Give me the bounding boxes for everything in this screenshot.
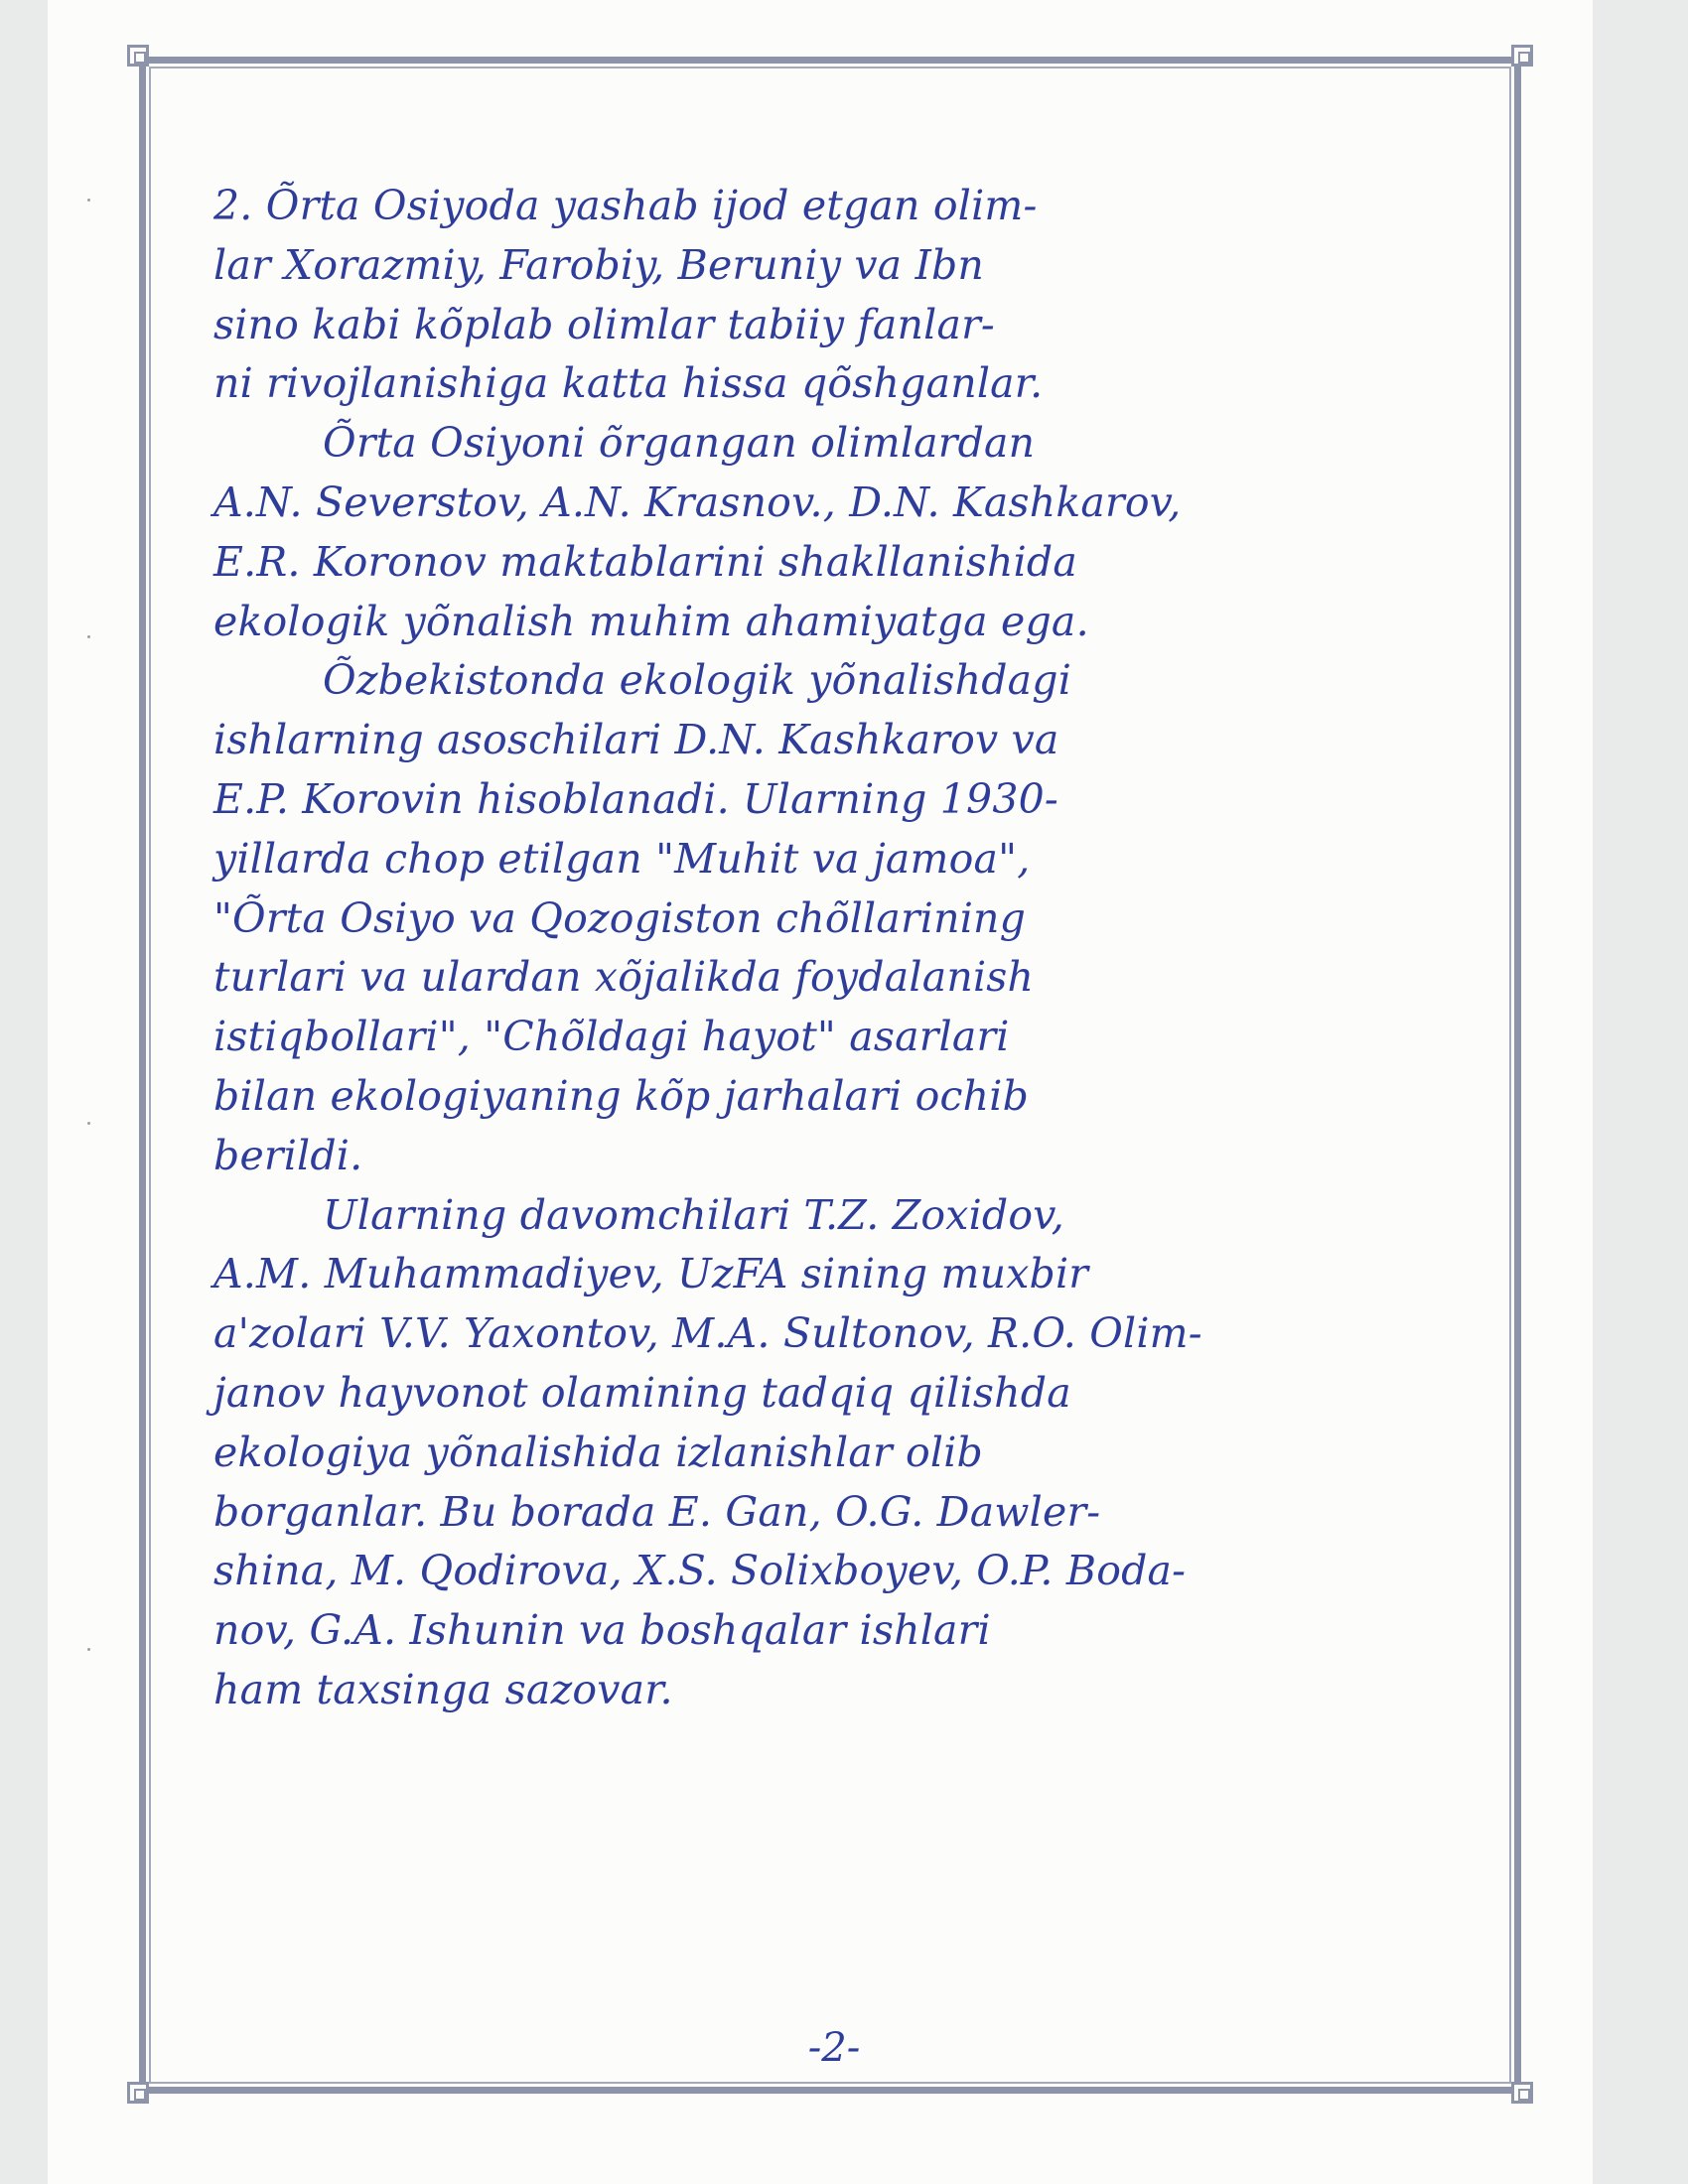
text-line: E.R. Koronov maktablarini shakllanishida bbox=[213, 537, 1078, 586]
text-line: "Õrta Osiyo va Qozogiston chõllarining bbox=[213, 893, 1027, 942]
text-line: nov, G.A. Ishunin va boshqalar ishlari bbox=[213, 1606, 991, 1655]
page-number: -2- bbox=[807, 2025, 861, 2071]
text-line: Ularning davomchilari T.Z. Zoxidov, bbox=[323, 1190, 1064, 1239]
text-line: yillarda chop etilgan "Muhit va jamoa", bbox=[213, 834, 1031, 883]
text-line: turlari va ulardan xõjalikda foydalanish bbox=[213, 953, 1035, 1002]
text-line: ishlarning asoschilari D.N. Kashkarov va bbox=[213, 716, 1059, 764]
text-line: 2. Õrta Osiyoda yashab ijod etgan olim- bbox=[213, 182, 1038, 229]
text-line: E.P. Korovin hisoblanadi. Ularning 1930- bbox=[213, 774, 1058, 823]
text-line: ekologiya yõnalishida izlanishlar olib bbox=[213, 1428, 983, 1476]
text-line: ekologik yõnalish muhim ahamiyatga ega. bbox=[213, 597, 1089, 645]
scan-mark bbox=[87, 1122, 90, 1125]
text-line: lar Xorazmiy, Farobiy, Beruniy va Ibn bbox=[213, 240, 985, 289]
border-corner-ornament bbox=[1511, 2082, 1533, 2104]
text-line: Õrta Osiyoni õrgangan olimlardan bbox=[323, 419, 1036, 468]
text-line: borganlar. Bu borada E. Gan, O.G. Dawler- bbox=[213, 1487, 1101, 1536]
border-corner-ornament bbox=[1511, 45, 1533, 67]
text-line: janov hayvonot olamining tadqiq qilishda bbox=[213, 1368, 1071, 1417]
scan-mark bbox=[87, 199, 90, 202]
text-line: ni rivojlanishiga katta hissa qõshganlar. bbox=[213, 359, 1044, 408]
handwritten-text bbox=[213, 177, 1489, 1720]
text-line: bilan ekologiyaning kõp jarhalari ochib bbox=[213, 1071, 1030, 1120]
border-corner-ornament bbox=[127, 2082, 149, 2104]
text-line: berildi. bbox=[213, 1131, 363, 1179]
border-corner-ornament bbox=[127, 45, 149, 67]
scan-mark bbox=[87, 635, 90, 638]
text-line: ham taxsinga sazovar. bbox=[213, 1665, 673, 1713]
text-line: A.M. Muhammadiyev, UzFA sining muxbir bbox=[213, 1250, 1089, 1298]
text-line: shina, M. Qodirova, X.S. Solixboyev, O.P. Boda- bbox=[213, 1547, 1187, 1595]
text-line: a'zolari V.V. Yaxontov, M.A. Sultonov, R.O. Olim- bbox=[213, 1309, 1202, 1358]
text-line: istiqbollari", "Chõldagi hayot" asarlari bbox=[213, 1013, 1010, 1061]
scan-mark bbox=[87, 1648, 90, 1651]
text-line: sino kabi kõplab olimlar tabiiy fanlar- bbox=[213, 300, 995, 348]
text-line: Õzbekistonda ekologik yõnalishdagi bbox=[323, 656, 1072, 705]
text-line: A.N. Severstov, A.N. Krasnov., D.N. Kashkarov, bbox=[213, 478, 1182, 526]
